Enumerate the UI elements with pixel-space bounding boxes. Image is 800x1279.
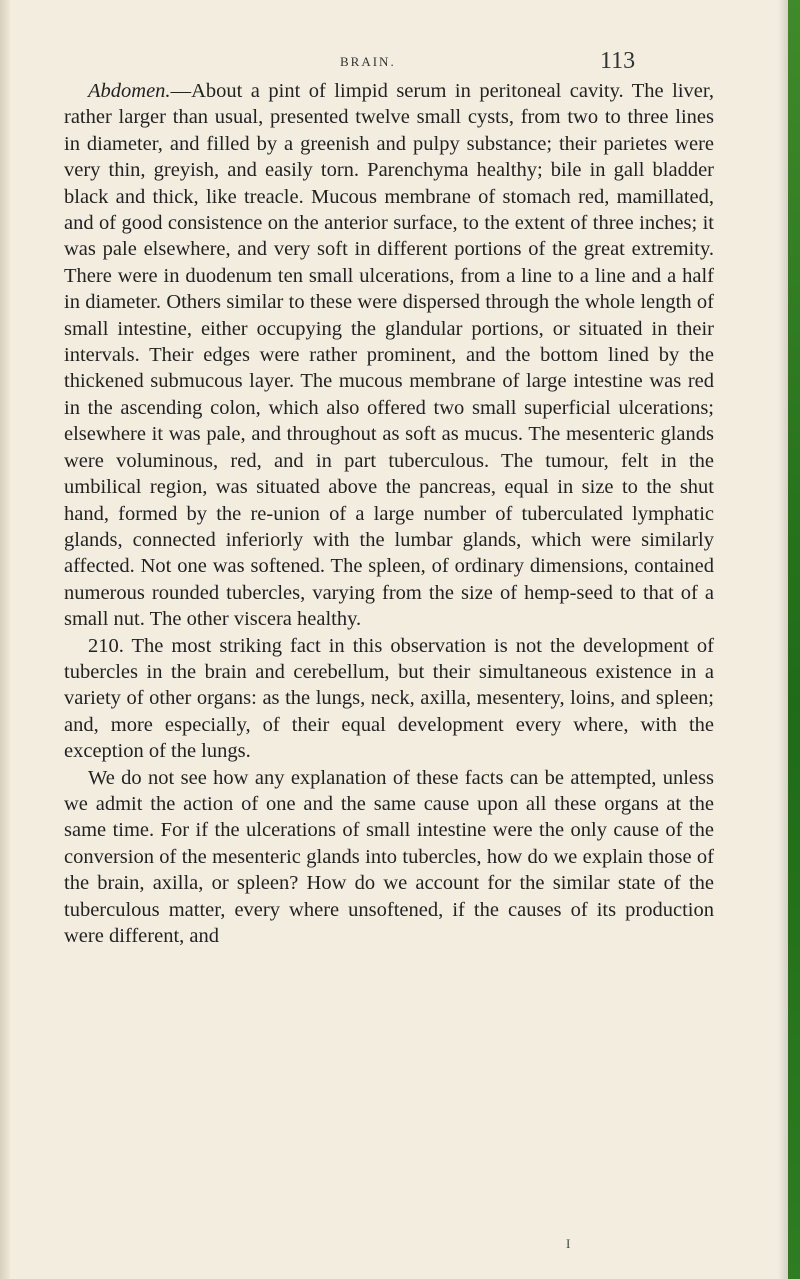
abdomen-label: Abdomen. [88, 80, 171, 102]
page-number: 113 [600, 48, 636, 74]
running-head: BRAIN. [340, 54, 396, 69]
book-cover-edge [788, 0, 800, 1279]
paragraph-abdomen-text: —About a pint of limpid serum in peritoneal cavity. The liver, rather larger than usual, presented twelve small cysts, from two to three lines in diameter, and filled by a greenish and pulpy substance; their parietes were very thin, greyish, and easily torn. Parenchyma healthy; bile in gall bladder black and thick, like treacle. Mucous membrane of stomach red, mamillated, and of good consistence on the anterior surface, to the extent of three inches; it was pale elsewhere, and very soft in different portions of the great extremity. There were in duodenum ten small ulcerations, from a line to a line and a half in diameter. Others similar to these were dispersed through the whole length of small intestine, either occupying the glandular portions, or situated in their intervals. Their edges were rather prominent, and the bottom lined by the thickened submucous layer. The mucous membrane of large intestine was red in the ascending colon, which also offered two small superficial ulcerations; elsewhere it was pale, and throughout as soft as mucus. The mesenteric glands were voluminous, red, and in part tuberculous. The tumour, felt in the umbilical region, was situated above the pancreas, equal in size to the shut hand, formed by the re-union of a large number of tuberculated lymphatic glands, connected inferiorly with the lumbar glands, which were similarly affected. Not one was softened. The spleen, of ordinary dimensions, contained numerous rounded tubercles, varying from the size of hemp-seed to that of a small nut. The other viscera healthy. [64, 80, 714, 631]
binding-shadow [778, 0, 788, 1279]
page-body [64, 78, 714, 949]
page-left-edge [0, 0, 10, 1279]
paragraph-abdomen [64, 78, 714, 633]
signature-mark: I [566, 1236, 571, 1251]
paragraph-explanation: We do not see how any explanation of these facts can be attempted, unless we admit the action of one and the same cause upon all these organs at the same time. For if the ulcerations of small intestine were the only cause of the conversion of the mesenteric glands into tubercles, how do we explain those of the brain, axilla, or spleen? How do we account for the similar state of the tuberculous matter, every where unsoftened, if the causes of its production were different, and [64, 766, 714, 947]
paragraph-210: 210. The most striking fact in this observation is not the development of tubercles in the brain and cerebellum, but their simultaneous existence in a variety of other organs: as the lungs, neck, axilla, mesentery, loins, and spleen; and, more especially, of their equal development every where, with the exception of the lungs. [64, 634, 714, 763]
